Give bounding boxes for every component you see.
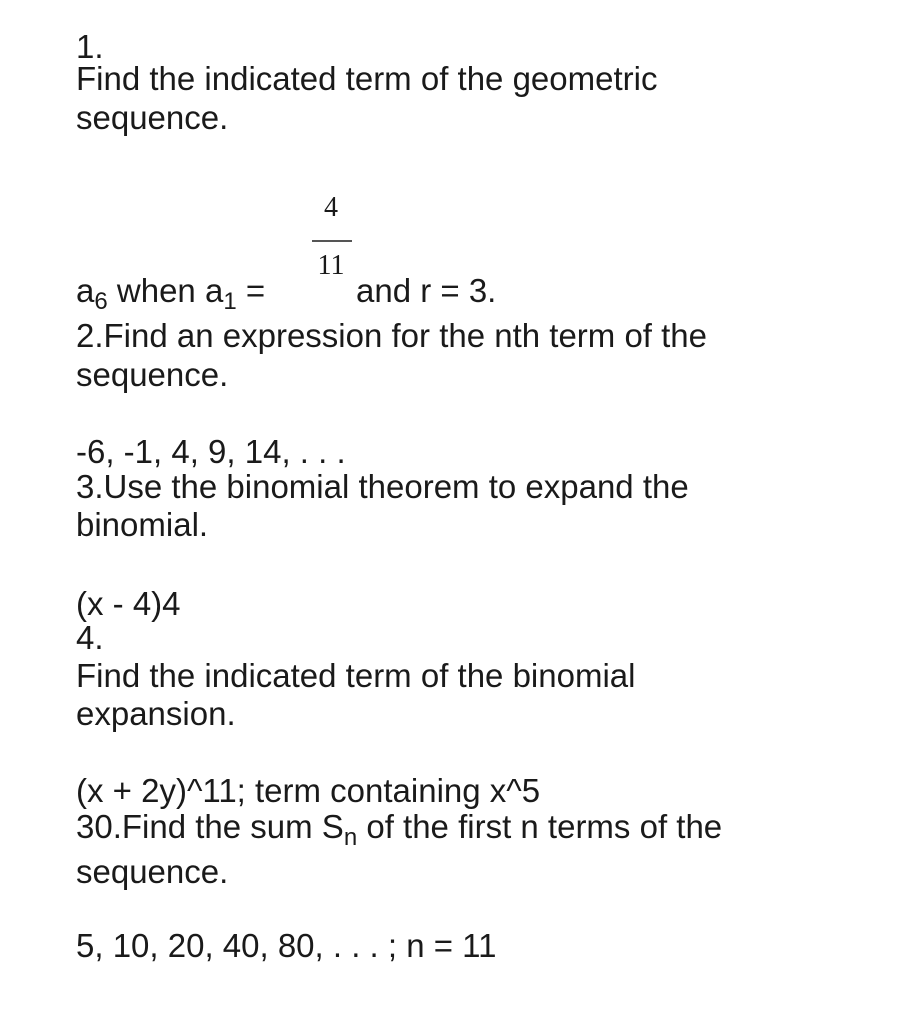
fraction-numerator: 4 xyxy=(324,192,338,223)
term-subscript: 6 xyxy=(94,288,108,315)
term-variable: a xyxy=(76,272,95,309)
problem-1-number: 1. xyxy=(76,28,104,65)
sum-prefix: 30.Find the sum S xyxy=(76,808,344,845)
problem-4-number: 4. xyxy=(76,619,104,656)
problem-1-given xyxy=(76,272,274,314)
first-term-subscript: 1 xyxy=(223,288,237,315)
fraction-denominator: 11 xyxy=(317,250,345,281)
problem-2-sequence: -6, -1, 4, 9, 14, . . . xyxy=(76,433,346,470)
sum-suffix: of the first n terms of the xyxy=(357,808,723,845)
problem-1-instruction-line1: Find the indicated term of the geometric xyxy=(76,60,658,97)
problem-30-instruction-line1 xyxy=(76,808,722,850)
problem-3-expression: (x - 4)4 xyxy=(76,585,181,622)
sum-subscript: n xyxy=(343,824,358,851)
first-term-variable: a xyxy=(204,272,224,309)
problem-2-instruction-line2: sequence. xyxy=(76,356,229,393)
equals-sign: = xyxy=(236,272,275,309)
problem-3-instruction-line1: 3.Use the binomial theorem to expand the xyxy=(76,468,689,505)
problem-4-instruction-line2: expansion. xyxy=(76,695,236,732)
problem-4-instruction-line1: Find the indicated term of the binomial xyxy=(76,657,636,694)
problem-30-sequence: 5, 10, 20, 40, 80, . . . ; n = 11 xyxy=(76,927,497,964)
fraction-bar xyxy=(312,240,352,242)
problem-3-instruction-line2: binomial. xyxy=(76,506,209,543)
problem-2-instruction-line1: 2.Find an expression for the nth term of the xyxy=(76,317,708,354)
problem-4-expression: (x + 2y)^11; term containing x^5 xyxy=(76,772,541,809)
ratio-text: and r = 3. xyxy=(356,272,497,309)
when-text: when xyxy=(107,272,205,309)
problem-1-instruction-line2: sequence. xyxy=(76,99,229,136)
problem-30-instruction-line2: sequence. xyxy=(76,853,229,890)
